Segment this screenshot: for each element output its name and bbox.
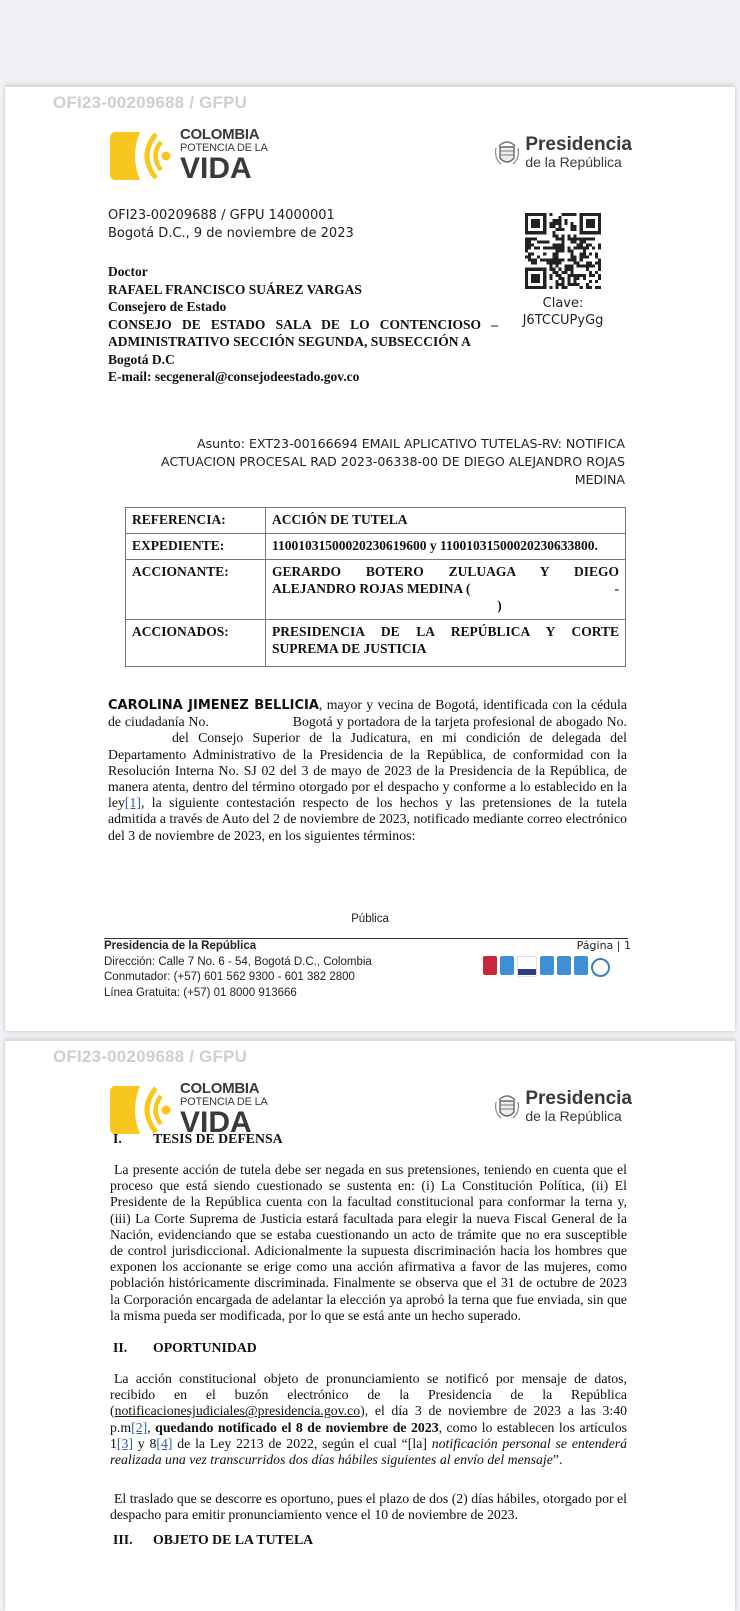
footnote-link-1[interactable]: [1]: [124, 795, 141, 811]
coat-of-arms-icon: [493, 1090, 521, 1122]
oportunidad-text-b: ), el día 3 de noviembre de 2023 a las 3:40 p.m: [110, 1403, 627, 1435]
presidencia-subtitle: de la República: [525, 1108, 622, 1124]
table-value: [266, 620, 626, 667]
table-key: ACCIONADOS:: [126, 620, 266, 667]
recipient-name: RAFAEL FRANCISCO SUÁREZ VARGAS: [108, 281, 362, 297]
footer-block: [104, 939, 372, 1001]
table-key: ACCIONANTE:: [126, 560, 266, 620]
certification-badge-icon: [483, 956, 497, 975]
table-row: [126, 620, 626, 667]
oportunidad-text-c: ,: [147, 1419, 156, 1435]
presidencia-title: Presidencia: [525, 134, 632, 155]
subject-line2: ACTUACION PROCESAL RAD 2023-06338-00 DE DIEGO ALEJANDRO ROJAS: [161, 454, 625, 469]
intro-text-b: Bogotá y portadora de la tarjeta profesional de abogado No.: [292, 714, 627, 730]
qr-label: Clave:: [542, 296, 584, 311]
watermark: OFI23-00209688 / GFPU: [53, 1047, 248, 1066]
presidencia-title: Presidencia: [525, 1088, 632, 1109]
section-number: III.: [113, 1532, 133, 1547]
section-heading-3: [113, 1532, 313, 1548]
qr-code[interactable]: [525, 213, 601, 289]
presidencia-subtitle: de la República: [525, 154, 622, 170]
recipient-email: E-mail: secgeneral@consejodeestado.gov.co: [108, 369, 360, 384]
coat-of-arms-icon: [493, 136, 521, 168]
table-value: ACCIÓN DE TUTELA: [266, 508, 626, 534]
certification-badges: [483, 956, 610, 977]
document-page-2: [5, 1040, 735, 1611]
colombia-logo: [110, 127, 268, 184]
tesis-paragraph: La presente acción de tutela debe ser negada en sus pretensiones, teniendo en cuenta que el proceso que está siendo cuestionado se sustenta en: (i) La Constitución Política, (ii) El Presidente de la República cuenta con la facultad constitucional para conformar la terna y, (iii) La Corte Suprema de Justicia estará facultada para elegir la nueva Fiscal General de la Nación, evidenciando que se estaba cuestionando un acto de trámite que no era susceptible de control jurisdiccional. Adicionalmente la supuesta discriminación hacia los hombres que exponen los accionante se erige como una acción afirmativa a favor de las mujeres, como población históricamente discriminada. Finalmente se observa que el 31 de octubre de 2023 la Corporación encargada de adelantar la elección ya aprobó la terna que fue enviada, sin que la misma pueda ser modificada, por lo que se está ante un hecho superado.: [110, 1162, 627, 1323]
reference-block: [108, 207, 354, 243]
footnote-link-4[interactable]: [4]: [156, 1435, 173, 1451]
section-number: I.: [113, 1131, 122, 1146]
oportunidad-text-a: La acción constitucional objeto de pronunciamiento se notificó por mensaje de datos, recibido en el buzón electrónico de la Presidencia de la República (: [110, 1371, 627, 1419]
section-title: TESIS DE DEFENSA: [153, 1131, 283, 1146]
reference-number: OFI23-00209688 / GFPU 14000001: [108, 208, 335, 223]
certification-badge-icon: [574, 956, 588, 975]
intro-paragraph: [108, 697, 627, 844]
footnote-link-2[interactable]: [2]: [131, 1419, 148, 1435]
watermark: OFI23-00209688 / GFPU: [53, 93, 248, 112]
oportunidad-text-e: y 8: [133, 1435, 157, 1451]
recipient-city: Bogotá D.C: [108, 351, 175, 367]
accionados-line2: SUPREMA DE JUSTICIA: [272, 641, 427, 656]
section-heading-2: [113, 1340, 257, 1356]
logo-line-colombia: COLOMBIA: [180, 126, 260, 143]
presidencia-logo: [493, 135, 632, 169]
qr-block: [513, 213, 613, 329]
classification-label: Pública: [351, 913, 389, 925]
subject-line1: Asunto: EXT23-00166694 EMAIL APLICATIVO TUTELAS-RV: NOTIFICA: [196, 436, 625, 451]
section-heading-1: [113, 1131, 283, 1147]
table-value: [266, 560, 626, 620]
logo-line-potencia: POTENCIA DE LA: [180, 1096, 268, 1108]
table-key: REFERENCIA:: [126, 508, 266, 534]
intro-text-a: , mayor y vecina de Bogotá, identificada con la cédula de ciudadanía No.: [108, 697, 627, 730]
table-row: [126, 534, 626, 560]
notification-date-bold: quedando notificado el 8 de noviembre de 2023: [155, 1419, 439, 1435]
recipient-org-line1: CONSEJO DE ESTADO SALA DE LO CONTENCIOSO –: [108, 316, 498, 332]
recipient-org-line2: ADMINISTRATIVO SECCIÓN SEGUNDA, SUBSECCIÓN A: [108, 334, 471, 349]
table-key: EXPEDIENTE:: [126, 534, 266, 560]
certification-badge-icon: [557, 956, 571, 975]
logo-line-vida: VIDA: [180, 1106, 252, 1139]
logo-line-vida: VIDA: [180, 152, 252, 185]
quoted-law-italic: notificación personal se entenderá realizada una vez transcurridos dos días hábiles siguientes al envío del mensaje: [110, 1435, 627, 1468]
footnote-link-3[interactable]: [3]: [116, 1435, 133, 1451]
intro-text-d: , la siguiente contestación respecto de los hechos y las pretensiones de la tutela admitida a través de Auto del 2 de noviembre de 2023, notificado mediante correo electrónico del 3 de noviembre de 2023, en los siguientes términos:: [108, 795, 627, 843]
section-title: OBJETO DE LA TUTELA: [153, 1532, 314, 1547]
accionante-line2: ALEJANDRO ROJAS MEDINA (: [272, 581, 471, 596]
intro-text-c: del Consejo Superior de la Judicatura, en mi condición de delegada del Departamento Administrativo de la Presidencia de la República, de conformidad con la Resolución Interna No. SJ 02 del 3 de mayo de 2023 de la Presidencia de la República, de manera atenta, dentro del término otorgado por el despacho y conforme a lo establecido en la ley: [108, 730, 627, 811]
recipient-title: Consejero de Estado: [108, 299, 227, 314]
colombia-logo: [110, 1081, 268, 1138]
document-page-1: [5, 86, 735, 1031]
subject-line3: MEDINA: [574, 472, 625, 487]
oportunidad-text-f: de la Ley 2213 de 2022, según el cual “[la]: [172, 1435, 432, 1451]
accionante-line1: GERARDO BOTERO ZULUAGA Y DIEGO: [272, 564, 619, 579]
section-title: OPORTUNIDAD: [153, 1340, 257, 1355]
page-number: Página | 1: [576, 939, 631, 952]
recipient-block: [108, 263, 498, 386]
accionante-line3: ): [497, 598, 502, 613]
certification-badge-icon: [500, 956, 514, 975]
qr-code-value: J6TCCUPyGg: [522, 313, 604, 328]
oportunidad-paragraph-2: El traslado que se descorre es oportuno, pues el plazo de dos (2) días hábiles, otorgado por el despacho para emitir pronunciamiento vence el 10 de noviembre de 2023.: [110, 1491, 627, 1523]
presidencia-logo: [493, 1089, 632, 1123]
notification-email-link[interactable]: notificacionesjudiciales@presidencia.gov.co: [114, 1403, 361, 1419]
signal-waves-icon: [110, 1082, 172, 1138]
table-value: 11001031500020230619600 y 11001031500020230633800.: [266, 534, 626, 560]
signer-name: CAROLINA JIMENEZ BELLICIA: [108, 698, 319, 713]
footer-phone: Conmutador: (+57) 601 562 9300 - 601 382 2800: [104, 971, 355, 983]
oportunidad-text-g: ”.: [552, 1452, 563, 1468]
certification-badge-icon: [517, 956, 537, 977]
table-row: [126, 560, 626, 620]
footer-title: Presidencia de la República: [104, 940, 257, 952]
recipient-salutation: Doctor: [108, 264, 148, 279]
reference-table: [125, 507, 626, 667]
oportunidad-paragraph-1: [110, 1371, 627, 1468]
section-number: II.: [113, 1340, 128, 1355]
date-line: Bogotá D.C., 9 de noviembre de 2023: [108, 226, 354, 241]
signal-waves-icon: [110, 128, 172, 184]
certification-circle-icon: [591, 958, 610, 977]
footer-toll-free: Línea Gratuita: (+57) 01 8000 913666: [104, 986, 297, 999]
accionante-dash: -: [614, 581, 619, 596]
logo-line-potencia: POTENCIA DE LA: [180, 142, 268, 154]
footer-address: Dirección: Calle 7 No. 6 - 54, Bogotá D.C., Colombia: [104, 955, 372, 968]
certification-badge-icon: [540, 956, 554, 975]
table-row: [126, 508, 626, 534]
subject-block: [125, 435, 625, 489]
oportunidad-text-d: , como lo establecen los artículos 1: [110, 1419, 627, 1451]
accionados-line1: PRESIDENCIA DE LA REPÚBLICA Y CORTE: [272, 624, 619, 639]
logo-line-colombia: COLOMBIA: [180, 1080, 260, 1097]
